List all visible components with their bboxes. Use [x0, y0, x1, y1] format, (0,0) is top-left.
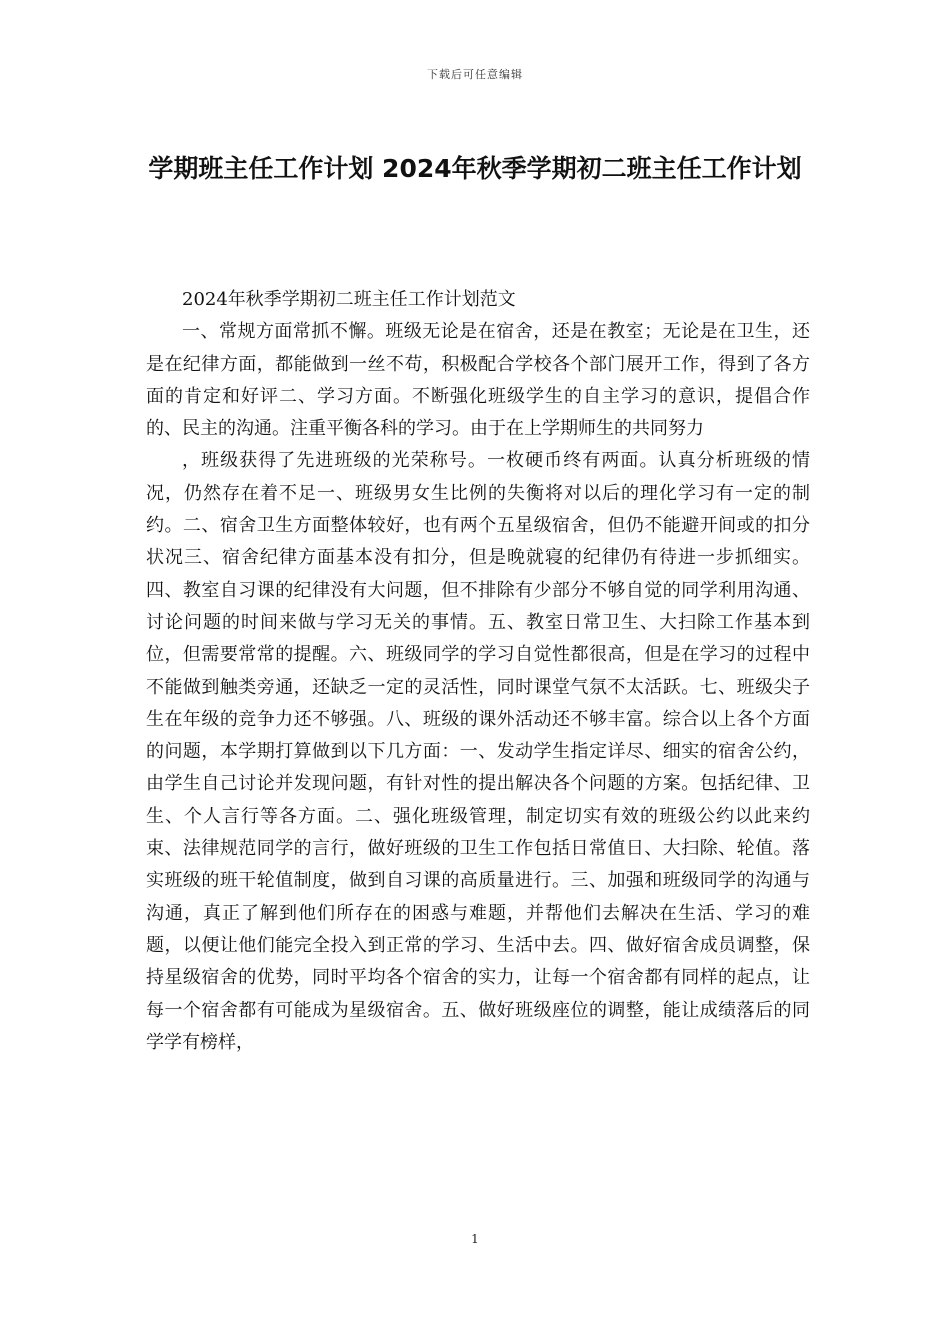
page-number: 1 — [471, 1232, 479, 1246]
document-body — [146, 284, 810, 1059]
page-header: 下载后可任意编辑 — [427, 68, 523, 81]
body-paragraph: 一、常规方面常抓不懈。班级无论是在宿舍，还是在教室；无论是在卫生，还是在纪律方面，都能做到一丝不苟，积极配合学校各个部门展开工作，得到了各方面的肯定和好评二、学习方面。不断强化班级学生的自主学习的意识，提倡合作的、民主的沟通。注重平衡各科的学习。由于在上学期师生的共同努力 — [146, 321, 810, 440]
body-paragraph-subtitle: 2024年秋季学期初二班主任工作计划范文 — [182, 289, 516, 310]
document-title: 学期班主任工作计划 2024年秋季学期初二班主任工作计划 — [148, 154, 802, 183]
body-paragraph: ，班级获得了先进班级的光荣称号。一枚硬币终有两面。认真分析班级的情况，仍然存在着不足一、班级男女生比例的失衡将对以后的理化学习有一定的制约。二、宿舍卫生方面整体较好，也有两个五星级宿舍，但仍不能避开间或的扣分状况三、宿舍纪律方面基本没有扣分，但是晚就寝的纪律仍有待进一步抓细实。四、教室自习课的纪律没有大问题，但不排除有少部分不够自觉的同学利用沟通、讨论问题的时间来做与学习无关的事情。五、教室日常卫生、大扫除工作基本到位，但需要常常的提醒。六、班级同学的学习自觉性都很高，但是在学习的过程中不能做到触类旁通，还缺乏一定的灵活性，同时课堂气氛不太活跃。七、班级尖子生在年级的竞争力还不够强。八、班级的课外活动还不够丰富。综合以上各个方面的问题，本学期打算做到以下几方面：一、发动学生指定详尽、细实的宿舍公约，由学生自己讨论并发现问题，有针对性的提出解决各个问题的方案。包括纪律、卫生、个人言行等各方面。二、强化班级管理，制定切实有效的班级公约以此来约束、法律规范同学的言行，做好班级的卫生工作包括日常值日、大扫除、轮值。落实班级的班干轮值制度，做到自习课的高质量进行。三、加强和班级同学的沟通与沟通，真正了解到他们所存在的困惑与难题，并帮他们去解决在生活、学习的难题，以便让他们能完全投入到正常的学习、生活中去。四、做好宿舍成员调整，保持星级宿舍的优势，同时平均各个宿舍的实力，让每一个宿舍都有同样的起点，让每一个宿舍都有可能成为星级宿舍。五、做好班级座位的调整，能让成绩落后的同学学有榜样， — [146, 450, 810, 1053]
